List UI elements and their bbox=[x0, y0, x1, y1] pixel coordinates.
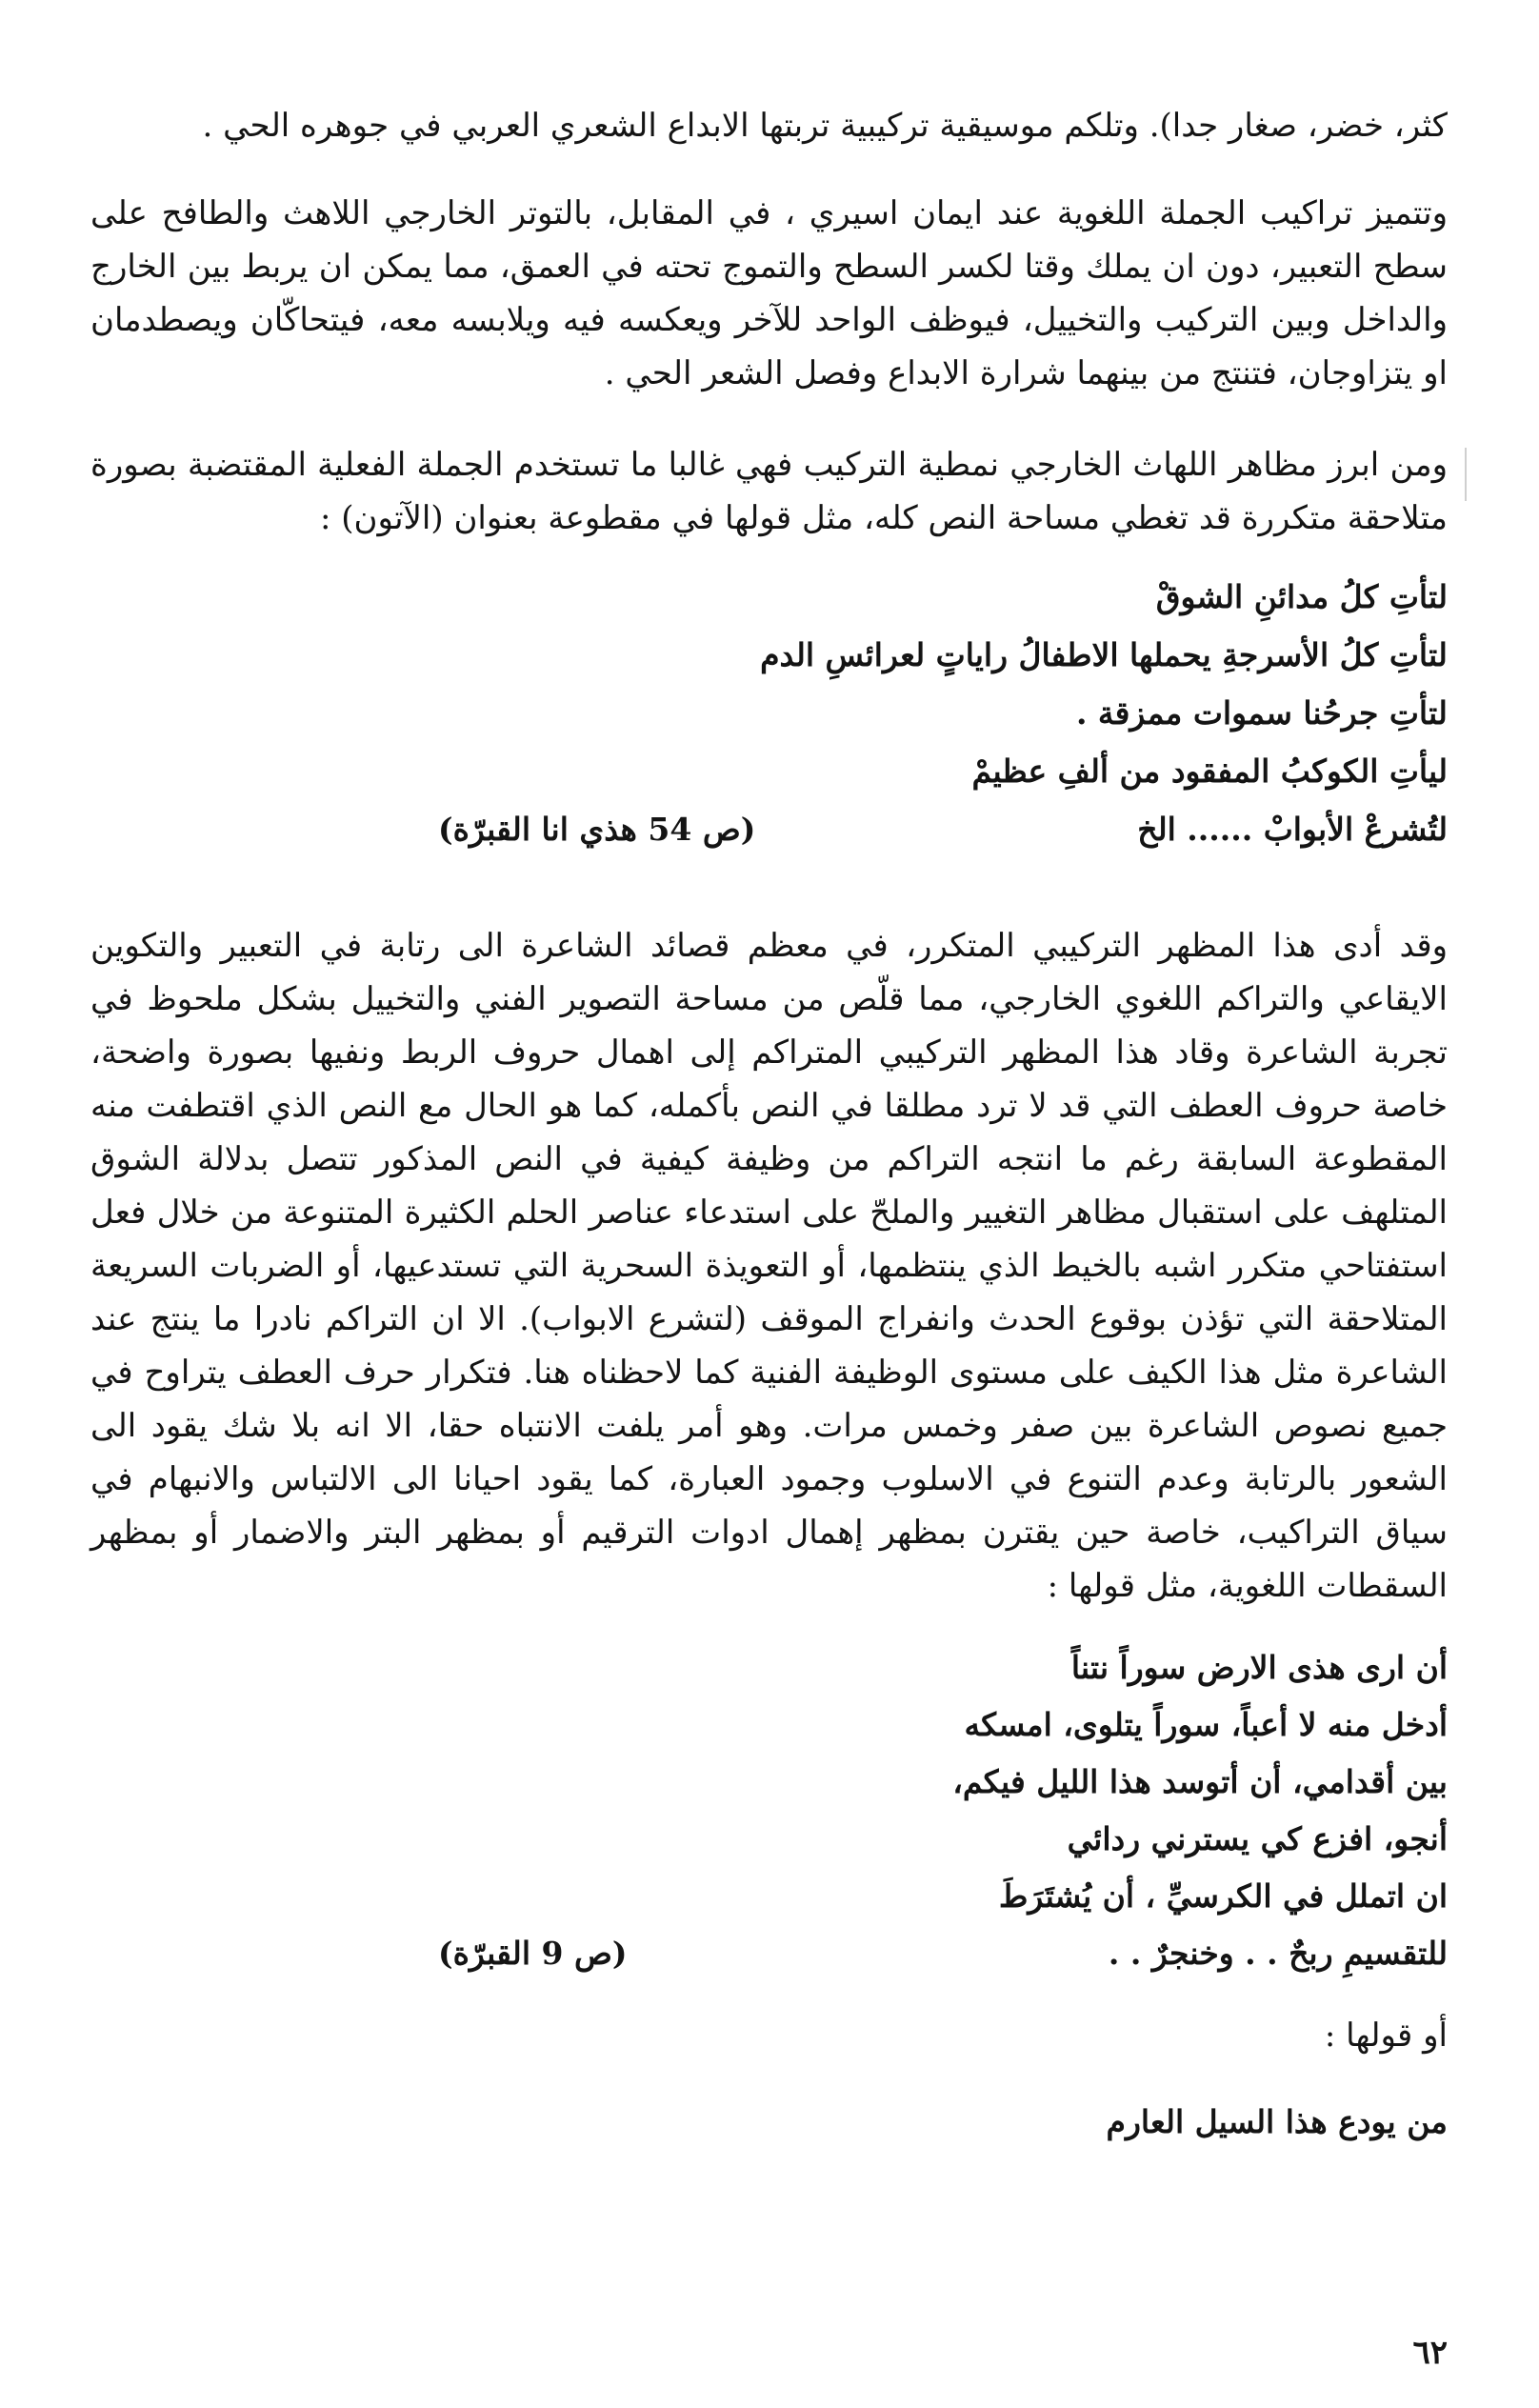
paragraph-1: كثر، خضر، صغار جدا). وتلكم موسيقية تركيبية تربتها الابداع الشعري العربي في جوهره الحي . bbox=[202, 107, 1448, 145]
poem-reference: (ص 9 القبرّة) bbox=[438, 1935, 628, 1972]
poem-line: لتأتِ كلُ مدائنِ الشوقْ bbox=[1155, 578, 1448, 615]
poem-excerpt-3 bbox=[438, 2093, 1448, 2151]
paragraph-4: وقد أدى هذا المظهر التركيبي المتكرر، في معظم قصائد الشاعرة الى رتابة في التعبير والتكوين الايقاعي والتراكم اللغوي الخارجي، مما قلّص من مساحة التصوير الفني والتخييل بشكل ملحوظ في تجربة الشاعرة وقاد هذا المظهر التركيبي المتراكم إلى اهمال حروف الربط ونفيها بصورة واضحة، خاصة حروف العطف التي قد لا ترد مطلقا في النص بأكمله، كما هو الحال مع النص الذي اقتطفت منه المقطوعة السابقة رغم ما انتجه التراكم من وظيفة كيفية في النص المذكور تتصل بدلالة الشوق المتلهف على استقبال مظاهر التغيير والملحّ على استدعاء عناصر الحلم الكثيرة المتنوعة من خلال فعل استفتاحي متكرر اشبه بالخيط الذي ينتظمها، أو التعويذة السحرية التي تستدعيها، أو الضربات السريعة المتلاحقة التي تؤذن بوقوع الحدث وانفراج الموقف (لتشرع الابواب). الا ان التراكم نادرا ما ينتج عند الشاعرة مثل هذا الكيف على مستوى الوظيفة الفنية كما لاحظناه هنا. فتكرار حرف العطف يتراوح في جميع نصوص الشاعرة بين صفر وخمس مرات. وهو أمر يلفت الانتباه حقا، الا انه بلا شك يقود الى الشعور بالرتابة وعدم التنوع في الاسلوب وجمود العبارة، كما يقود احيانا الى الالتباس والانبهام في سياق التراكيب، خاصة حين يقترن بمظهر إهمال ادوات الترقيم أو بمظهر البتر والاضمار أو بمظهر السقطات اللغوية، مثل قولها : bbox=[90, 927, 1448, 1605]
poem-line: لتأتِ جرحُنا سموات ممزقة . bbox=[1075, 694, 1448, 732]
poem-line: أن ارى هذى الارض سوراً نتناً bbox=[1070, 1649, 1448, 1686]
poem-line: لتأتِ كلُ الأسرجةِ يحملها الاطفالُ راياتٍ لعرائسِ الدم bbox=[760, 636, 1448, 673]
poem-line: أنجو، افزع كي يسترني ردائي bbox=[1067, 1820, 1448, 1857]
document-page bbox=[90, 86, 1448, 2372]
paragraph-5: أو قولها : bbox=[1324, 2017, 1448, 2055]
poem-line: ليأتِ الكوكبُ المفقود من ألفِ عظيمْ bbox=[971, 752, 1448, 790]
poem-excerpt-1 bbox=[438, 568, 1448, 858]
page-number: ٦٢ bbox=[1412, 2334, 1448, 2372]
margin-mark bbox=[1465, 448, 1467, 501]
poem-line: بين أقدامي، أن أتوسد هذا الليل فيكم، bbox=[952, 1763, 1448, 1800]
poem-line: أدخل منه لا أعباً، سوراً يتلوى، امسكه bbox=[964, 1706, 1448, 1743]
poem-line: ان اتملل في الكرسيِّ ، أن يُشتَرَطَ bbox=[998, 1877, 1448, 1915]
poem-line: لتُشرعْ الأبوابْ ...... الخ bbox=[1137, 811, 1448, 848]
poem-excerpt-2 bbox=[438, 1639, 1448, 1982]
poem-reference: (ص 54 هذي انا القبرّة) bbox=[438, 811, 756, 848]
poem-line: من يودع هذا السيل العارم bbox=[1106, 2103, 1448, 2140]
paragraph-3: ومن ابرز مظاهر اللهاث الخارجي نمطية التركيب فهي غالبا ما تستخدم الجملة الفعلية المقتضبة بصورة متلاحقة متكررة قد تغطي مساحة النص كله، مثل قولها في مقطوعة بعنوان (الآتون) : bbox=[90, 446, 1448, 537]
poem-line-with-ref bbox=[438, 1925, 1448, 1982]
poem-line: للتقسيمِ ربحٌ . . وخنجرٌ . . bbox=[1108, 1935, 1448, 1972]
poem-line-with-ref bbox=[438, 800, 1448, 858]
paragraph-2: وتتميز تراكيب الجملة اللغوية عند ايمان اسيري ، في المقابل، بالتوتر الخارجي اللاهث والطافح على سطح التعبير، دون ان يملك وقتا لكسر السطح والتموج تحته في العمق، مما يمكن ان يربط بين الخارج والداخل وبين التركيب والتخييل، فيوظف الواحد للآخر ويعكسه فيه ويلابسه معه، فيتحاكّان ويصطدمان او يتزاوجان، فتنتج من بينهما شرارة الابداع وفصل الشعر الحي . bbox=[90, 194, 1448, 392]
